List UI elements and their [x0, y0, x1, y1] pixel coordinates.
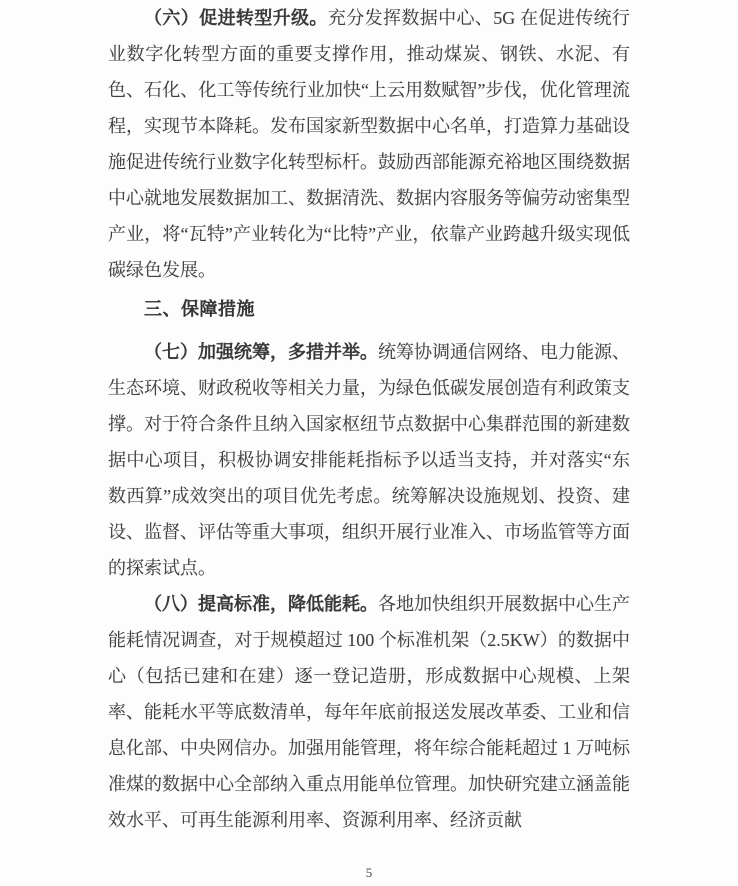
paragraph-section-8 [108, 586, 630, 838]
section-6-body: 充分发挥数据中心、5G 在促进传统行业数字化转型方面的重要支撑作用，推动煤炭、钢铁、水泥、有色、石化、化工等传统行业加快“上云用数赋智”步伐，优化管理流程，实现节本降耗。发布国家新型数据中心名单，打造算力基础设施促进传统行业数字化转型标杆。鼓励西部能源充裕地区围绕数据中心就地发展数据加工、数据清洗、数据内容服务等偏劳动密集型产业，将“瓦特”产业转化为“比特”产业，依靠产业跨越升级实现低碳绿色发展。 [108, 8, 631, 280]
paragraph-section-6 [108, 0, 630, 288]
section-8-lead: （八）提高标准，降低能耗。 [144, 594, 378, 614]
section-7-lead: （七）加强统筹，多措并举。 [144, 342, 378, 362]
document-body [108, 0, 630, 838]
section-8-body: 各地加快组织开展数据中心生产能耗情况调查，对于规模超过 100 个标准机架（2.5KW）的数据中心（包括已建和在建）逐一登记造册，形成数据中心规模、上架率、能耗水平等底数清单，每年年底前报送发展改革委、工业和信息化部、中央网信办。加强用能管理，将年综合能耗超过 1 万吨标准煤的数据中心全部纳入重点用能单位管理。加快研究建立涵盖能效水平、可再生能源利用率、资源利用率、经济贡献 [108, 594, 630, 830]
section-7-body: 统筹协调通信网络、电力能源、生态环境、财政税收等相关力量，为绿色低碳发展创造有利政策支撑。对于符合条件且纳入国家枢纽节点数据中心集群范围的新建数据中心项目，积极协调安排能耗指标予以适当支持，并对落实“东数西算”成效突出的项目优先考虑。统筹解决设施规划、投资、建设、监督、评估等重大事项，组织开展行业准入、市场监管等方面的探索试点。 [108, 342, 630, 578]
section-heading-safeguard-measures: 三、保障措施 [144, 299, 255, 319]
section-6-lead: （六）促进转型升级。 [144, 8, 328, 28]
paragraph-section-7 [108, 334, 630, 586]
page-number: 5 [365, 865, 373, 880]
